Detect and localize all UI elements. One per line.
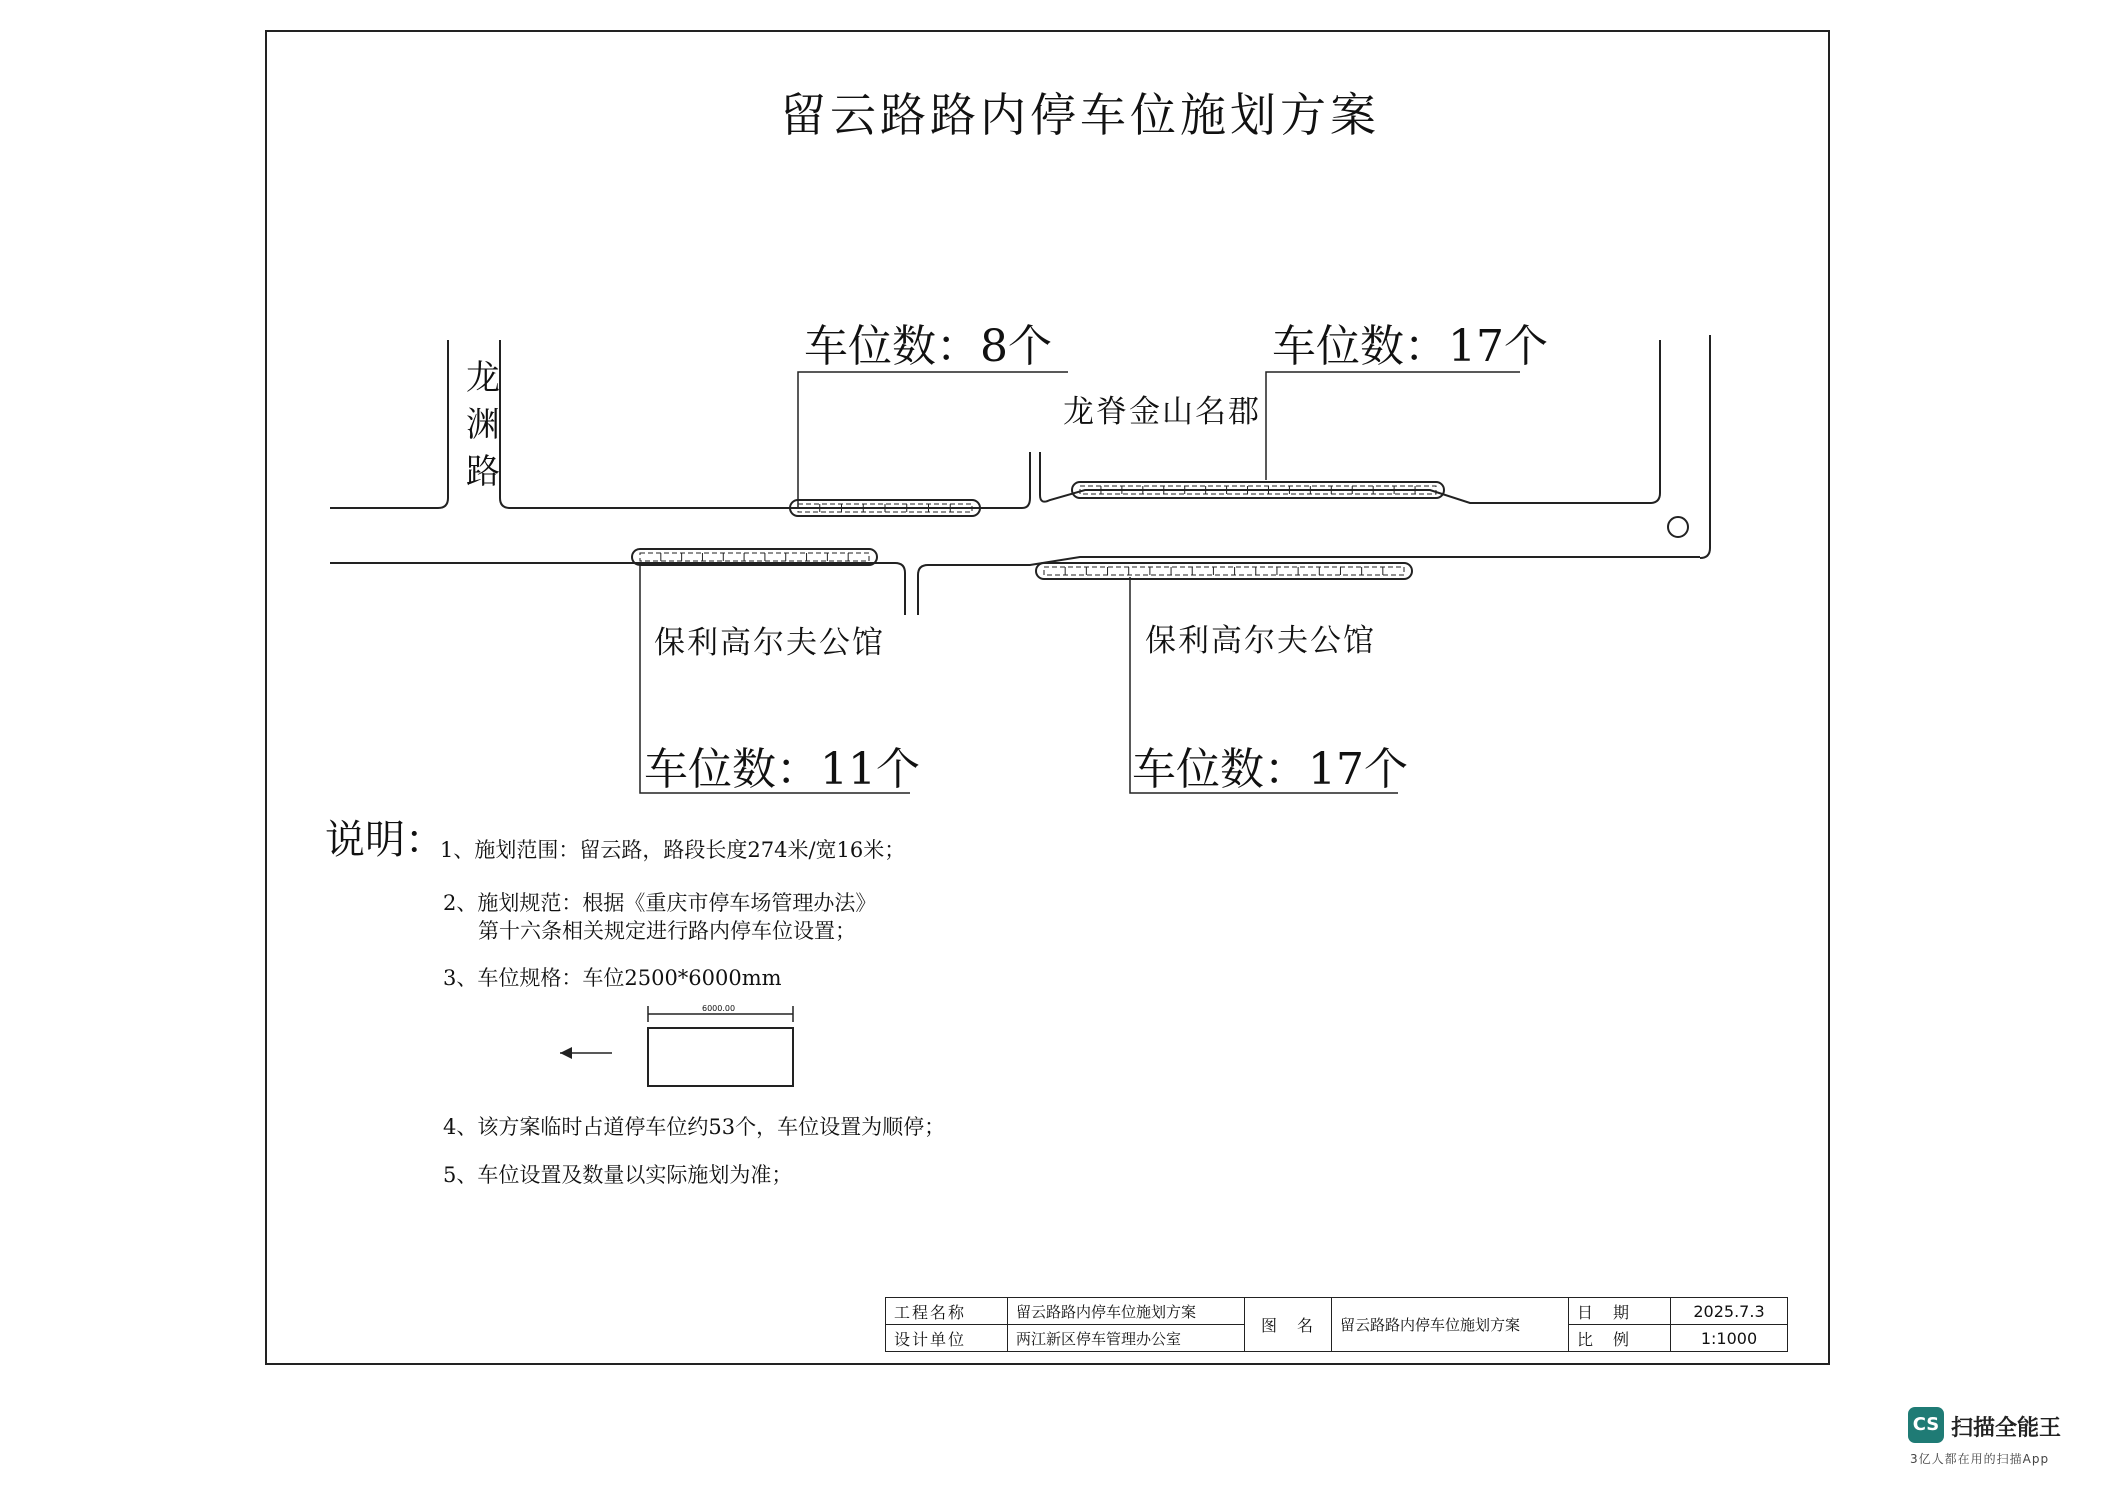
stall-spec-rect bbox=[648, 1028, 793, 1086]
page-title: 留云路路内停车位施划方案 bbox=[780, 88, 1380, 142]
cross-road-label: 龙渊路 bbox=[466, 358, 500, 492]
title-block-designer-value: 两江新区停车管理办公室 bbox=[1008, 1325, 1245, 1352]
title-block-project-label: 工程名称 bbox=[886, 1298, 1008, 1325]
parking-strip-4 bbox=[1036, 563, 1412, 579]
road-marker-circle bbox=[1668, 517, 1688, 537]
leader-zone-1 bbox=[798, 372, 1068, 508]
note-item-2b: 第十六条相关规定进行路内停车位设置； bbox=[478, 919, 856, 943]
place-south-left-label: 保利高尔夫公馆 bbox=[654, 625, 885, 661]
dimension-label: 6000.00 bbox=[702, 1004, 736, 1013]
title-block-drawing-value: 留云路路内停车位施划方案 bbox=[1332, 1298, 1569, 1352]
leader-zone-2 bbox=[1266, 372, 1520, 480]
title-block-project-value: 留云路路内停车位施划方案 bbox=[1008, 1298, 1245, 1325]
title-block-scale-label: 比 例 bbox=[1569, 1325, 1671, 1352]
title-block-designer-label: 设计单位 bbox=[886, 1325, 1008, 1352]
title-block bbox=[885, 1297, 1788, 1352]
place-south-right-label: 保利高尔夫公馆 bbox=[1145, 623, 1376, 659]
title-block-date-value: 2025.7.3 bbox=[1671, 1298, 1788, 1325]
note-item-5: 5、车位设置及数量以实际施划为准； bbox=[443, 1163, 793, 1187]
notes-heading: 说明： bbox=[325, 817, 445, 863]
place-north-label: 龙脊金山名郡 bbox=[1063, 394, 1261, 430]
title-block-scale-value: 1:1000 bbox=[1671, 1325, 1788, 1352]
road-north-edge-west bbox=[330, 340, 448, 508]
zone-4-count-label: 车位数：17个 bbox=[1132, 744, 1408, 795]
note-item-1: 1、施划范围：留云路，路段长度274米/宽16米； bbox=[440, 838, 906, 862]
parking-strip-4-inner bbox=[1044, 567, 1404, 575]
parking-strip-3-inner bbox=[640, 553, 869, 561]
zone-2-count-label: 车位数：17个 bbox=[1272, 321, 1548, 372]
direction-arrow-head bbox=[560, 1047, 572, 1059]
watermark-app-name: 扫描全能王 bbox=[1951, 1416, 2062, 1441]
zone-3-count-label: 车位数：11个 bbox=[644, 744, 920, 795]
road-south-edge-east bbox=[918, 557, 1700, 615]
road-east-edge bbox=[1700, 335, 1710, 558]
zone-1-count-label: 车位数：8个 bbox=[804, 321, 1052, 372]
watermark-tagline: 3亿人都在用的扫描App bbox=[1910, 1452, 2050, 1466]
title-block-date-label: 日 期 bbox=[1569, 1298, 1671, 1325]
title-block-drawing-label: 图 名 bbox=[1245, 1298, 1332, 1352]
cs-logo-icon: CS bbox=[1908, 1407, 1944, 1443]
note-item-2a: 2、施划规范：根据《重庆市停车场管理办法》 bbox=[443, 891, 877, 915]
note-item-4: 4、该方案临时占道停车位约53个，车位设置为顺停； bbox=[443, 1115, 946, 1139]
note-item-3: 3、车位规格：车位2500*6000mm bbox=[443, 966, 782, 990]
road-south-edge-west bbox=[330, 563, 905, 615]
scanner-watermark bbox=[1908, 1407, 2093, 1467]
